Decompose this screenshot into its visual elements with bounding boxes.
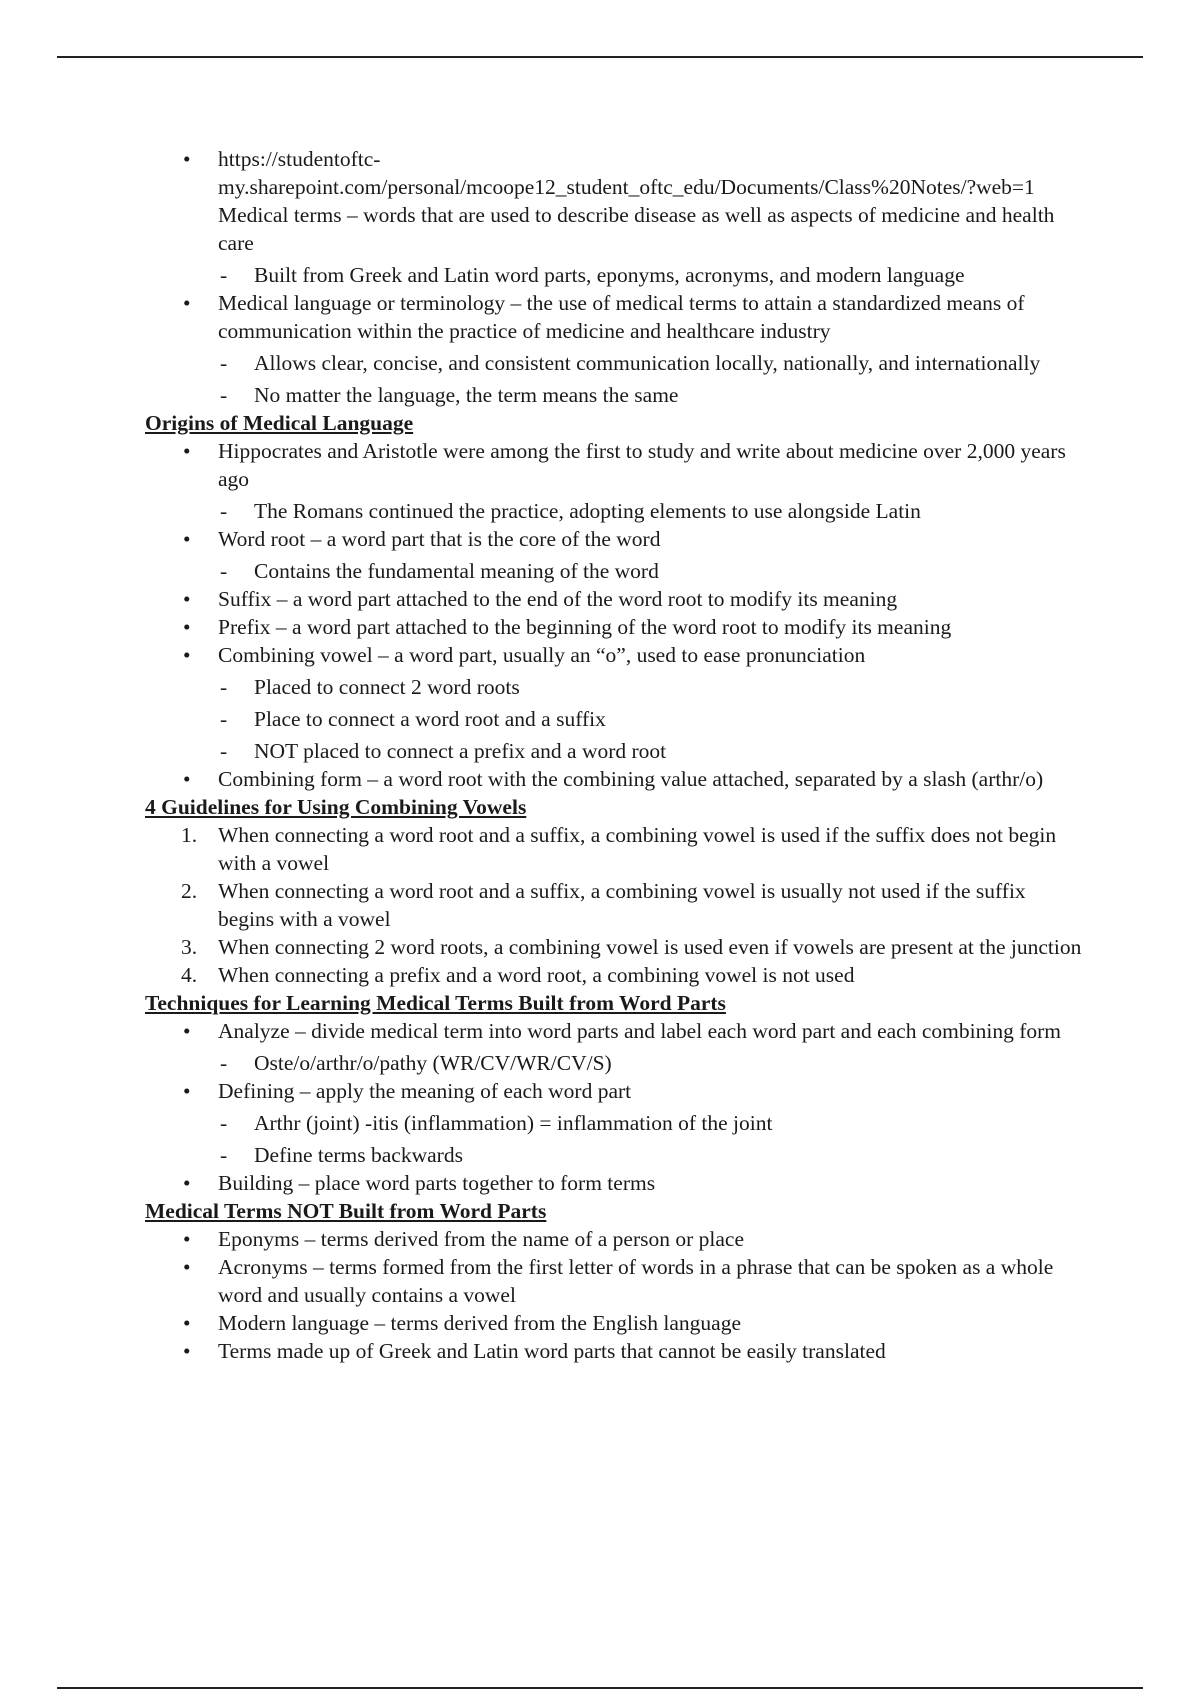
heading-text: Origins of Medical Language	[145, 411, 414, 435]
list-item	[145, 641, 1085, 669]
dash-marker: -	[220, 263, 228, 287]
bullet-marker: •	[183, 1227, 191, 1251]
list-item	[145, 437, 1085, 493]
dash-marker: -	[220, 383, 228, 407]
bullet-marker: •	[183, 1339, 191, 1363]
bullet-marker: •	[183, 1171, 191, 1195]
list-item	[145, 289, 1085, 345]
dash-marker: -	[220, 739, 228, 763]
item-text: Building – place word parts together to form terms	[218, 1171, 656, 1195]
item-text: Defining – apply the meaning of each word part	[218, 1079, 632, 1103]
dash-marker: -	[220, 1143, 228, 1167]
bullet-marker: •	[183, 439, 191, 463]
bottom-divider	[57, 1687, 1143, 1689]
number-marker: 3.	[181, 935, 198, 959]
bullet-marker: •	[183, 615, 191, 639]
bullet-marker: •	[183, 767, 191, 791]
item-text: Hippocrates and Aristotle were among the first to study and write about medicine over 2,000 years ago	[218, 439, 1066, 491]
item-text: Placed to connect 2 word roots	[254, 675, 520, 699]
dash-marker: -	[220, 351, 228, 375]
sub-item	[145, 349, 1085, 377]
item-text: Word root – a word part that is the core of the word	[218, 527, 661, 551]
item-text: Arthr (joint) -itis (inflammation) = inflammation of the joint	[254, 1111, 773, 1135]
item-text: Acronyms – terms formed from the first letter of words in a phrase that can be spoken as a whole word and usually contains a vowel	[218, 1255, 1054, 1307]
top-divider	[57, 56, 1143, 58]
item-text: Terms made up of Greek and Latin word parts that cannot be easily translated	[218, 1339, 886, 1363]
item-text: Define terms backwards	[254, 1143, 463, 1167]
list-item	[145, 1253, 1085, 1309]
dash-marker: -	[220, 707, 228, 731]
dash-marker: -	[220, 1051, 228, 1075]
bullet-marker: •	[183, 1311, 191, 1335]
sub-item	[145, 1049, 1085, 1077]
numbered-item	[145, 961, 1085, 989]
sub-item	[145, 1141, 1085, 1169]
item-text: Combining vowel – a word part, usually an “o”, used to ease pronunciation	[218, 643, 866, 667]
bullet-marker: •	[183, 587, 191, 611]
list-item	[145, 1337, 1085, 1365]
dash-marker: -	[220, 499, 228, 523]
bullet-marker: •	[183, 1255, 191, 1279]
heading-text: 4 Guidelines for Using Combining Vowels	[145, 795, 527, 819]
document-body	[145, 145, 1085, 1365]
item-text: Contains the fundamental meaning of the word	[254, 559, 659, 583]
item-text: Place to connect a word root and a suffix	[254, 707, 606, 731]
list-item	[145, 525, 1085, 553]
list-item	[145, 585, 1085, 613]
item-text: NOT placed to connect a prefix and a word root	[254, 739, 667, 763]
list-item	[145, 1077, 1085, 1105]
item-text: Analyze – divide medical term into word parts and label each word part and each combining form	[218, 1019, 1061, 1043]
bullet-marker: •	[183, 291, 191, 315]
item-text: Combining form – a word root with the combining value attached, separated by a slash (arthr/o)	[218, 767, 1044, 791]
sub-item	[145, 737, 1085, 765]
heading-text: Medical Terms NOT Built from Word Parts	[145, 1199, 547, 1223]
item-text: Medical language or terminology – the use of medical terms to attain a standardized means of communication within the practice of medicine and healthcare industry	[218, 291, 1025, 343]
item-text: Prefix – a word part attached to the beginning of the word root to modify its meaning	[218, 615, 952, 639]
dash-marker: -	[220, 1111, 228, 1135]
list-item	[145, 765, 1085, 793]
item-text: When connecting 2 word roots, a combining vowel is used even if vowels are present at the junction	[218, 935, 1082, 959]
number-marker: 4.	[181, 963, 198, 987]
item-text: Eponyms – terms derived from the name of a person or place	[218, 1227, 744, 1251]
sub-item	[145, 1109, 1085, 1137]
item-text: Allows clear, concise, and consistent communication locally, nationally, and internationally	[254, 351, 1041, 375]
item-text: The Romans continued the practice, adopting elements to use alongside Latin	[254, 499, 921, 523]
item-text: No matter the language, the term means the same	[254, 383, 679, 407]
sub-item	[145, 497, 1085, 525]
bullet-marker: •	[183, 527, 191, 551]
bullet-marker: •	[183, 1079, 191, 1103]
dash-marker: -	[220, 559, 228, 583]
item-text: Modern language – terms derived from the English language	[218, 1311, 742, 1335]
item-text: Oste/o/arthr/o/pathy (WR/CV/WR/CV/S)	[254, 1051, 612, 1075]
sub-item	[145, 381, 1085, 409]
list-item	[145, 145, 1085, 257]
numbered-item	[145, 877, 1085, 933]
item-text: https://studentoftc-my.sharepoint.com/personal/mcoope12_student_oftc_edu/Documents/Class%20Notes/?web=1 Medical terms – words that are used to describe disease as well as aspects of medicine and health care	[218, 147, 1055, 255]
dash-marker: -	[220, 675, 228, 699]
list-item	[145, 1225, 1085, 1253]
number-marker: 2.	[181, 879, 198, 903]
sub-item	[145, 673, 1085, 701]
sub-item	[145, 261, 1085, 289]
bullet-marker: •	[183, 643, 191, 667]
sub-item	[145, 705, 1085, 733]
item-text: When connecting a word root and a suffix, a combining vowel is used if the suffix does not begin with a vowel	[218, 823, 1057, 875]
numbered-item	[145, 821, 1085, 877]
list-item	[145, 1169, 1085, 1197]
bullet-marker: •	[183, 147, 191, 171]
heading-text: Techniques for Learning Medical Terms Built from Word Parts	[145, 991, 726, 1015]
list-item	[145, 1017, 1085, 1045]
item-text: When connecting a word root and a suffix, a combining vowel is usually not used if the suffix begins with a vowel	[218, 879, 1026, 931]
numbered-item	[145, 933, 1085, 961]
list-item	[145, 613, 1085, 641]
sub-item	[145, 557, 1085, 585]
section-heading	[145, 989, 1085, 1017]
section-heading	[145, 793, 1085, 821]
section-heading	[145, 1197, 1085, 1225]
item-text: When connecting a prefix and a word root, a combining vowel is not used	[218, 963, 855, 987]
item-text: Built from Greek and Latin word parts, eponyms, acronyms, and modern language	[254, 263, 965, 287]
list-item	[145, 1309, 1085, 1337]
bullet-marker: •	[183, 1019, 191, 1043]
section-heading	[145, 409, 1085, 437]
item-text: Suffix – a word part attached to the end of the word root to modify its meaning	[218, 587, 898, 611]
number-marker: 1.	[181, 823, 198, 847]
